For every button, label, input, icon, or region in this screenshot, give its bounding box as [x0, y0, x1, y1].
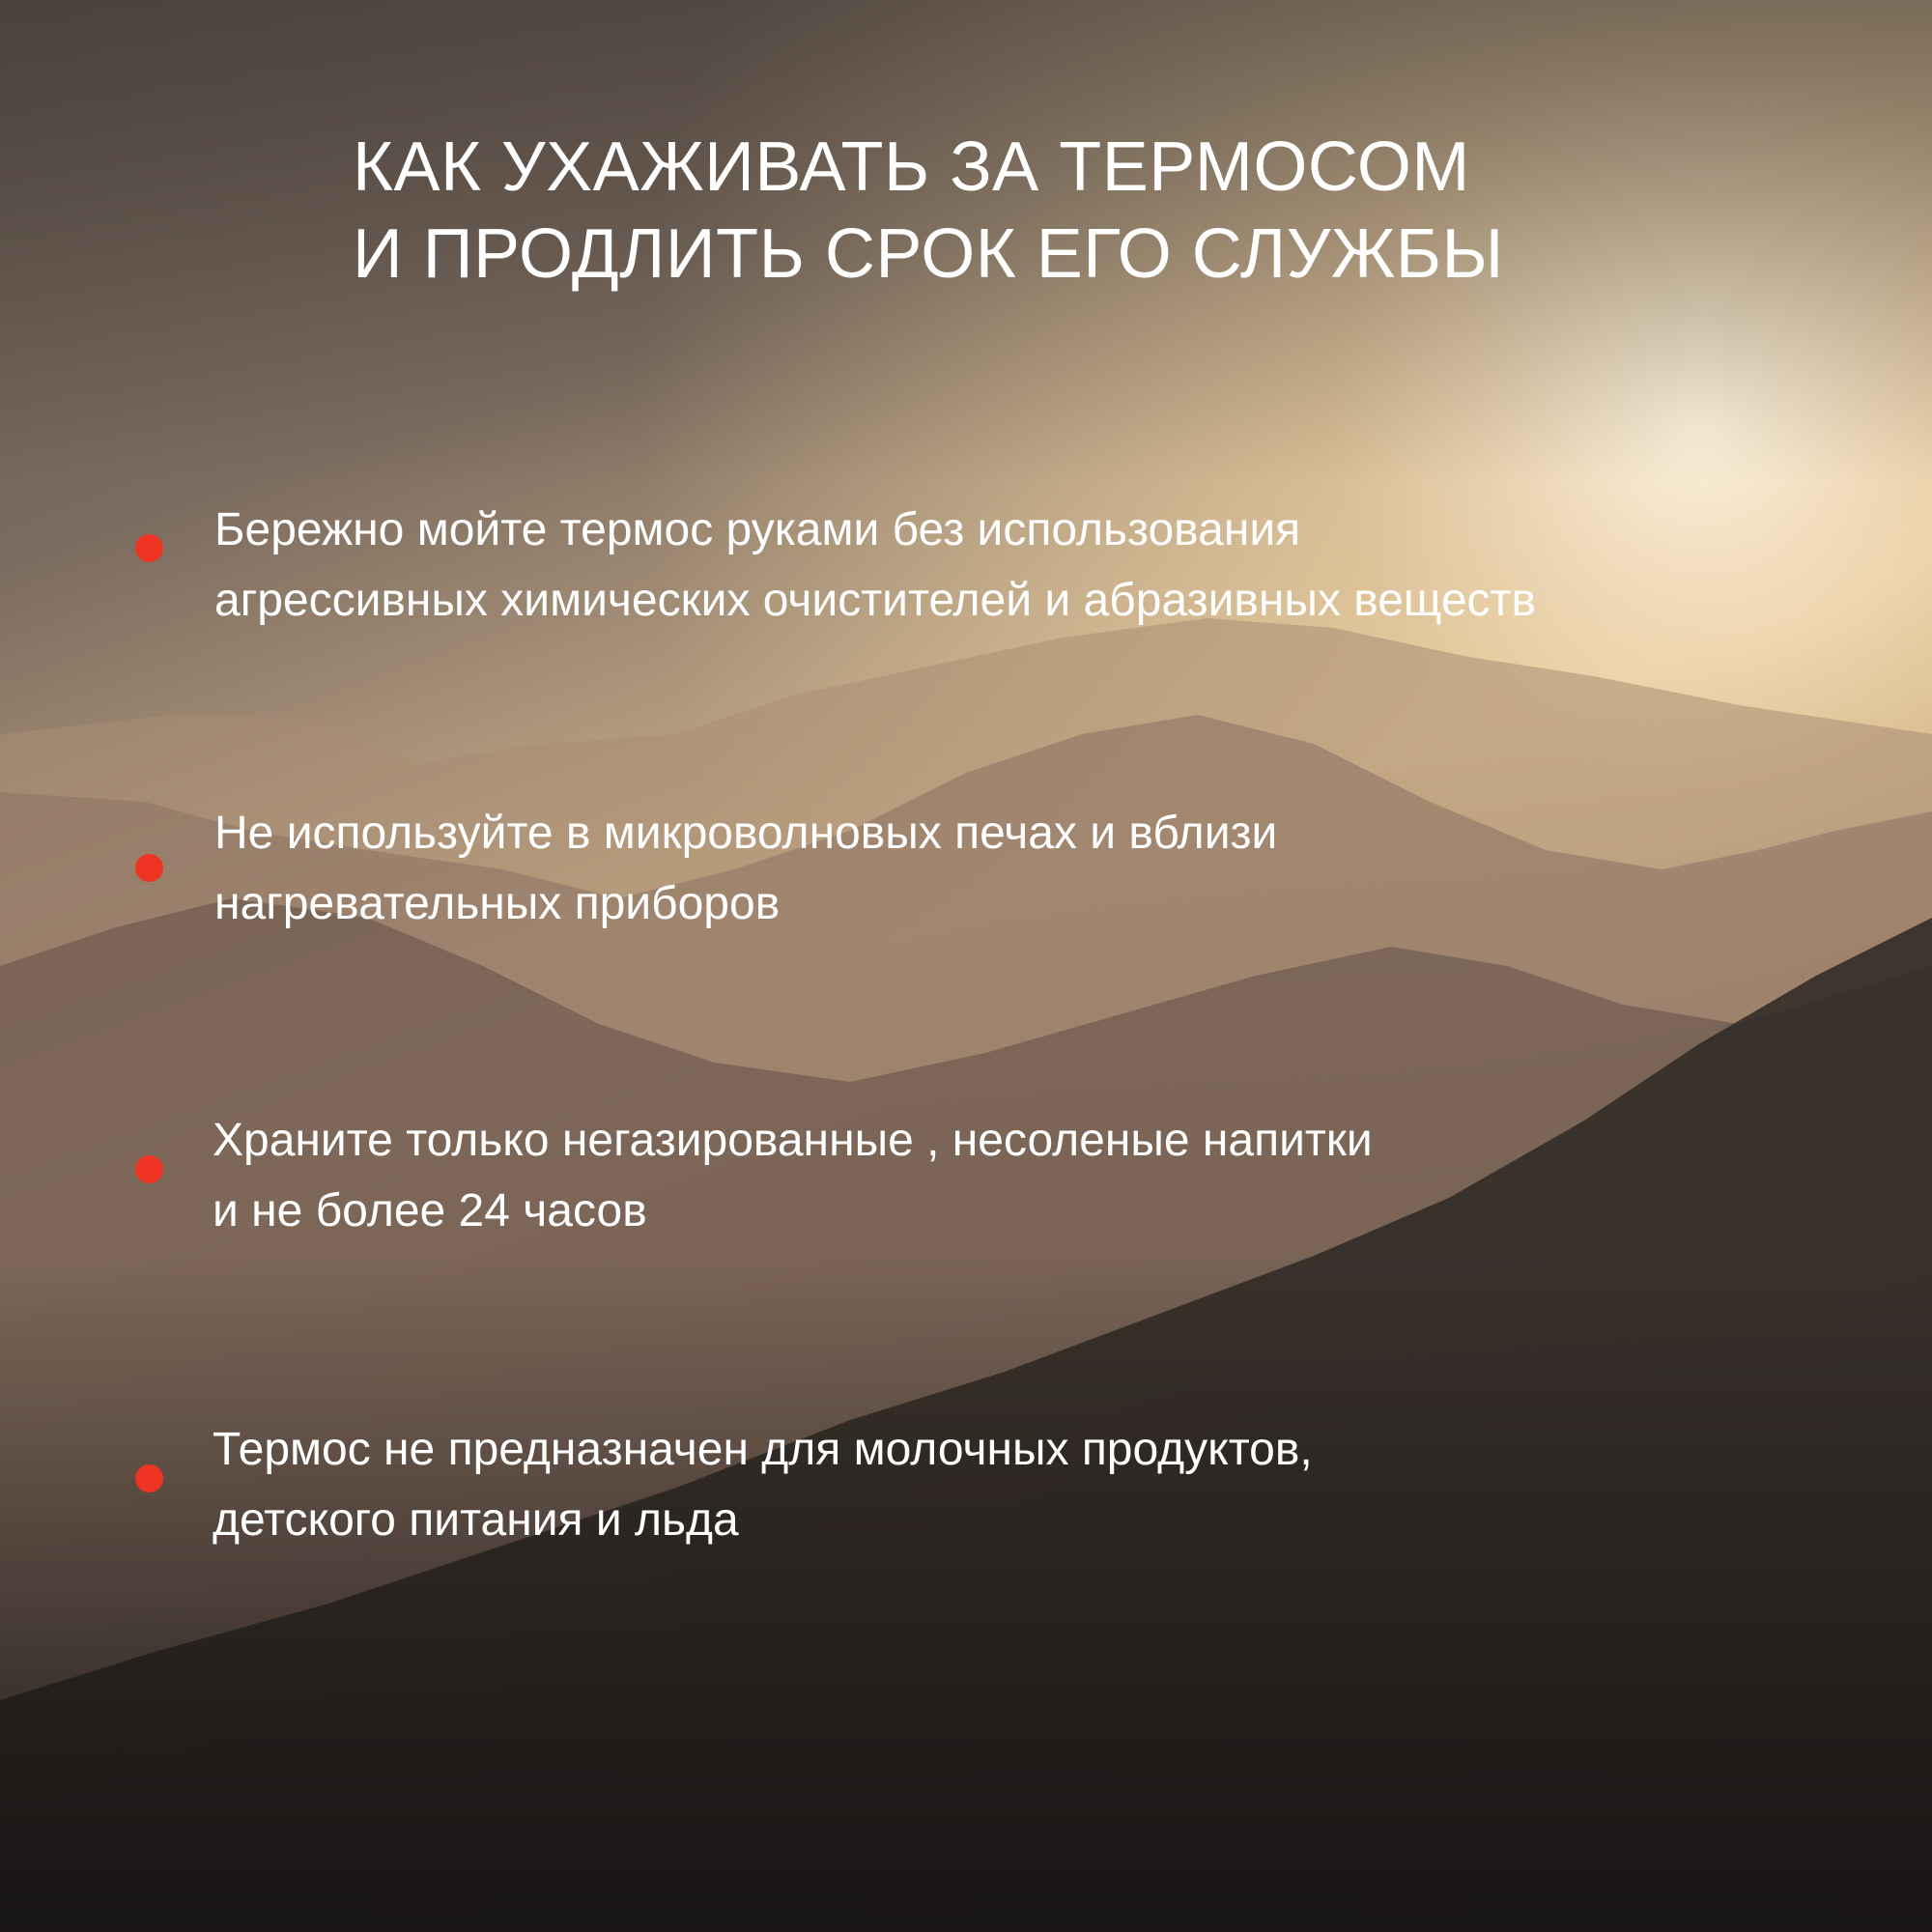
tip-line-2: и не более 24 часов: [213, 1185, 647, 1236]
tip-line-1: Термос не предназначен для молочных продуктов,: [213, 1424, 1313, 1475]
tip-text: [213, 1105, 1816, 1246]
bullet-dot-icon: [135, 1155, 163, 1183]
tip-line-2: агрессивных химических очистителей и абразивных веществ: [214, 575, 1537, 626]
title-line-2: И ПРОДЛИТЬ СРОК ЕГО СЛУЖБЫ: [353, 215, 1504, 293]
bullet-dot-icon: [135, 854, 163, 882]
tip-line-2: детского питания и льда: [213, 1494, 739, 1546]
tip-text: [214, 495, 1818, 636]
bullet-dot-icon: [135, 534, 163, 562]
tip-line-1: Не используйте в микроволновых печах и вблизи: [214, 808, 1278, 859]
tip-text: [213, 1414, 1816, 1555]
page-title: [353, 124, 1705, 298]
tip-line-2: нагревательных приборов: [214, 878, 781, 929]
tip-line-1: Храните только негазированные , несоленые напитки: [213, 1115, 1373, 1166]
tip-text: [214, 798, 1818, 939]
bullet-dot-icon: [135, 1464, 163, 1492]
tip-line-1: Бережно мойте термос руками без использования: [214, 504, 1301, 555]
title-line-1: КАК УХАЖИВАТЬ ЗА ТЕРМОСОМ: [353, 128, 1470, 206]
